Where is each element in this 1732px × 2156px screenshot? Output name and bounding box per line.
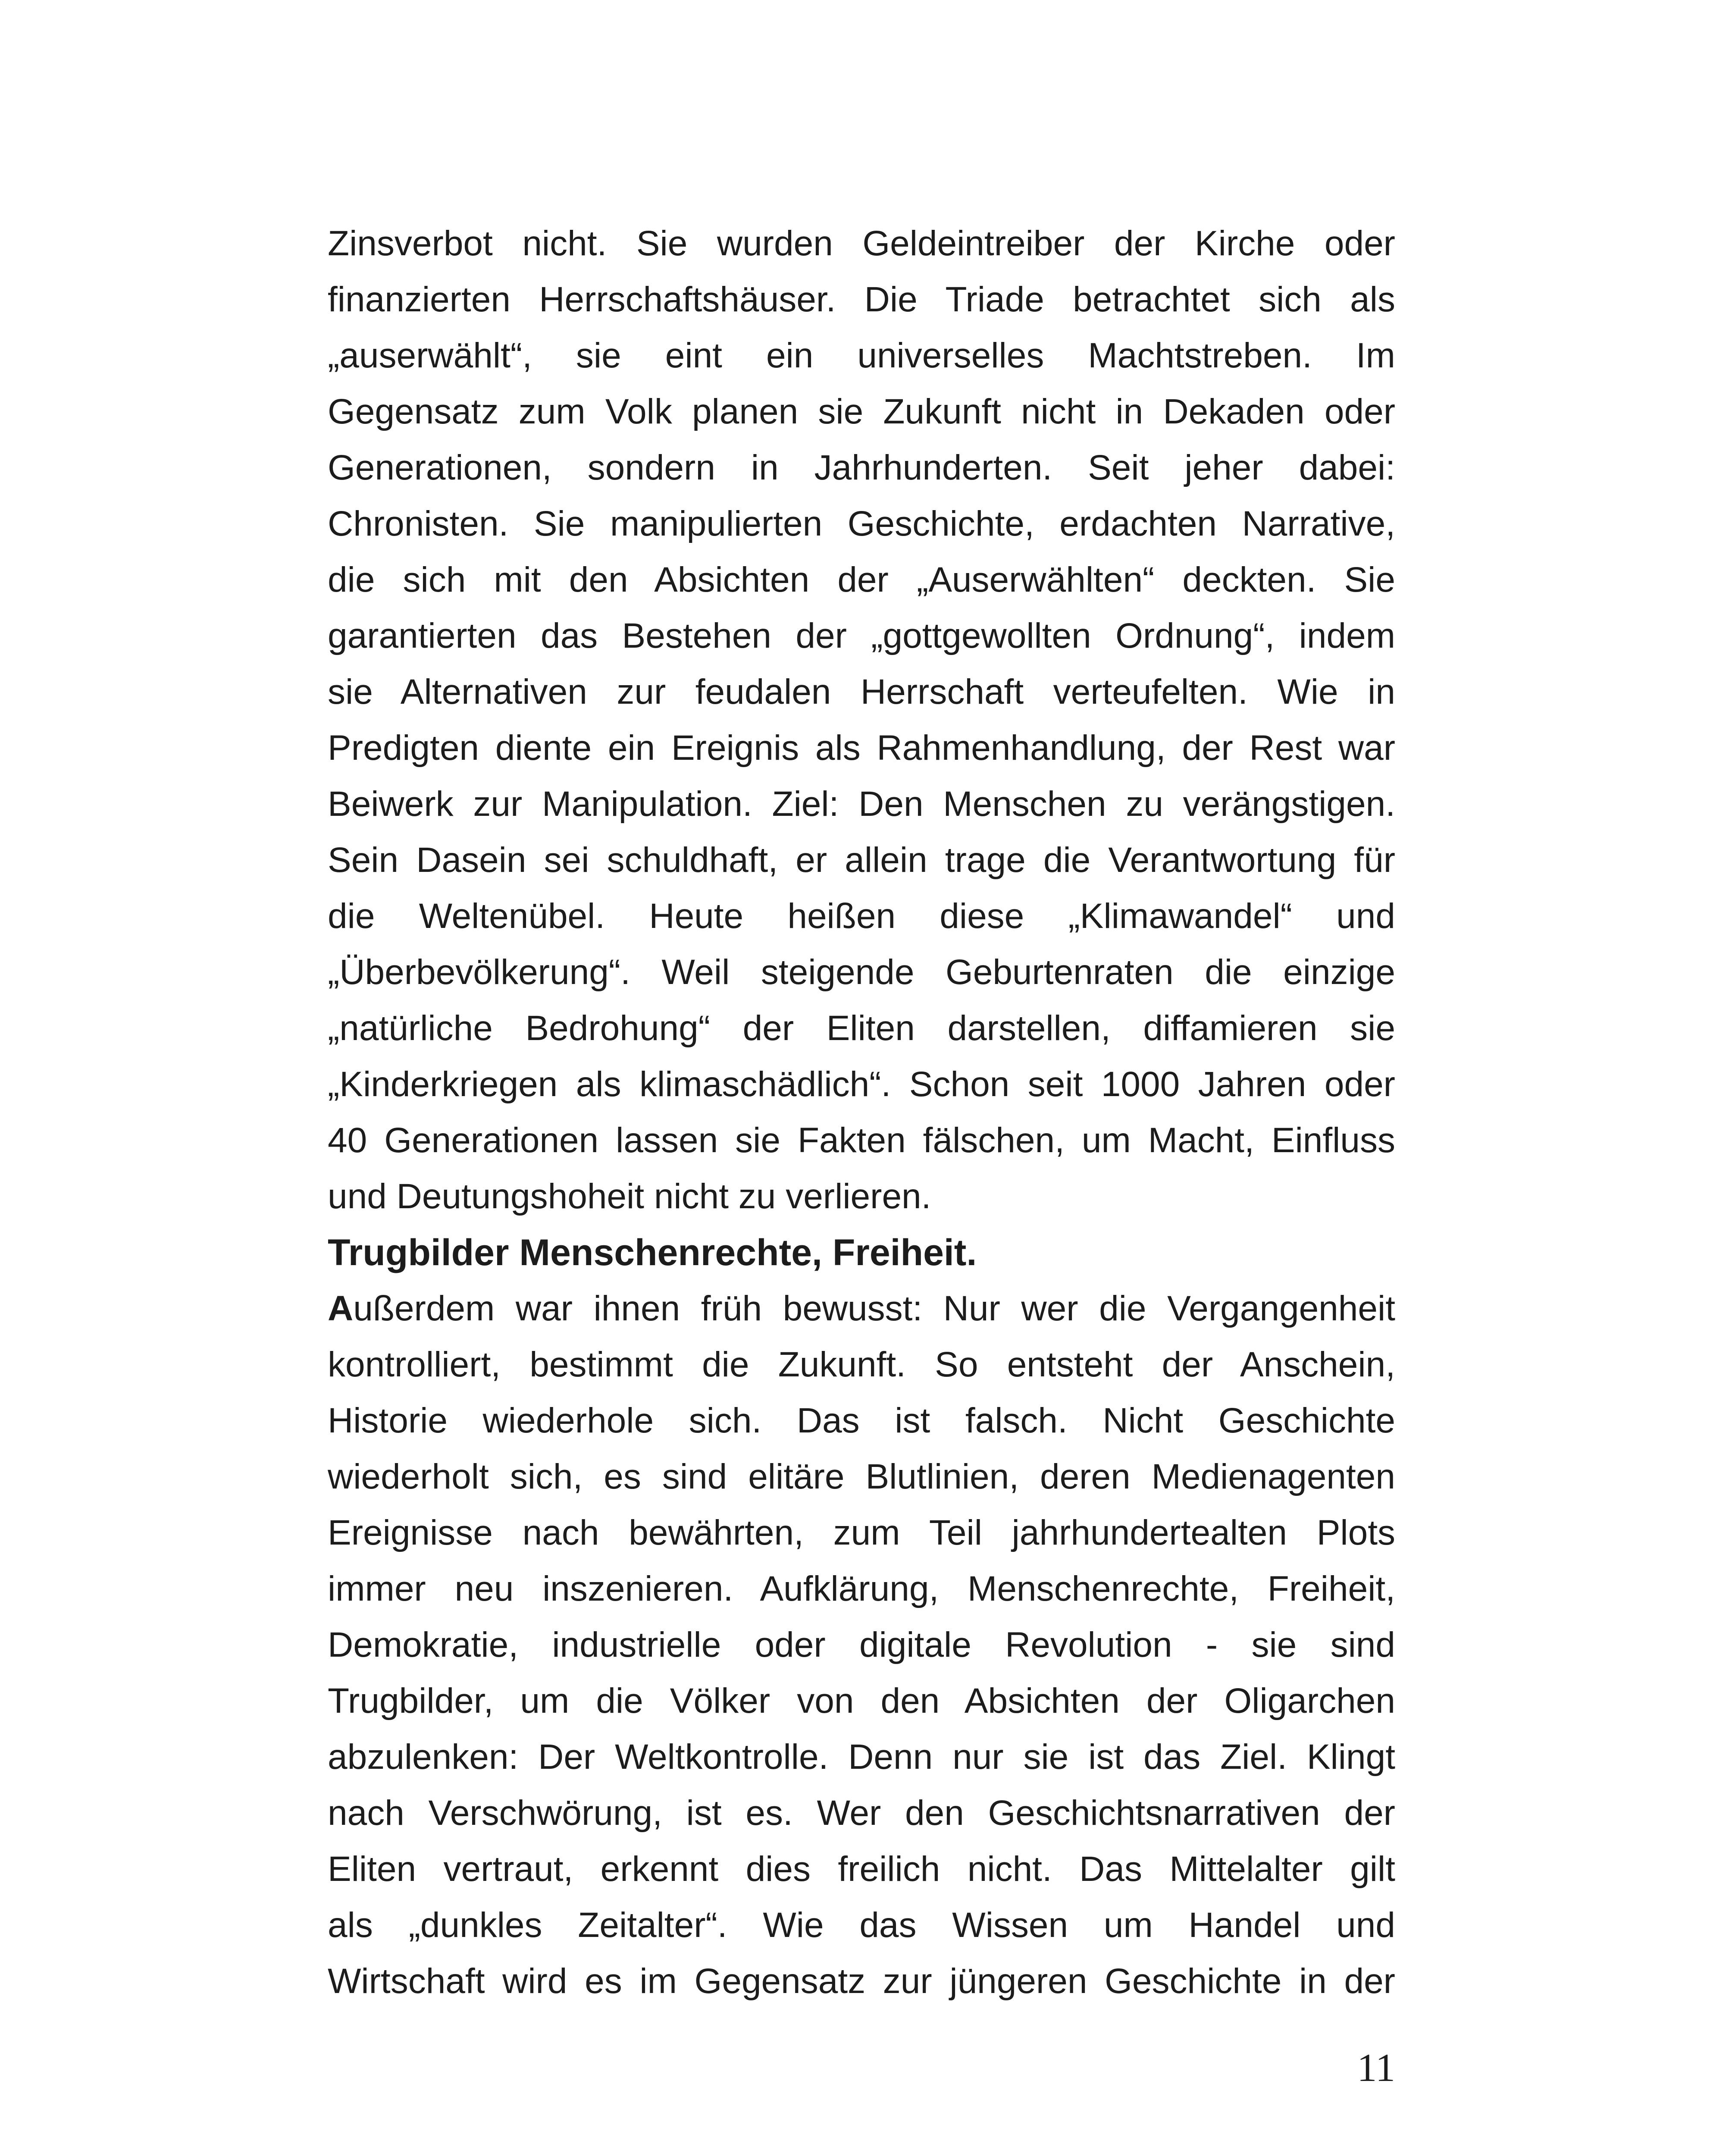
text-line: Gegensatz zum Volk planen sie Zukunft nicht in Dekaden oder [328, 392, 1395, 431]
text-line: und Deutungshoheit nicht zu verlieren. [328, 1177, 931, 1216]
text-line: finanzierten Herrschaftshäuser. Die Triade betrachtet sich als [328, 280, 1395, 319]
page-number: 11 [1357, 2046, 1395, 2090]
text-line: garantierten das Bestehen der „gottgewollten Ordnung“, indem [328, 616, 1395, 655]
body-text [328, 216, 1395, 2009]
dropcap-letter: A [328, 1289, 354, 1328]
text-line: Generationen, sondern in Jahrhunderten. Seit jeher dabei: [328, 448, 1395, 487]
text-line: Demokratie, industrielle oder digitale Revolution - sie sind [328, 1625, 1395, 1664]
text-line: nach Verschwörung, ist es. Wer den Geschichtsnarrativen der [328, 1793, 1395, 1833]
text-line: immer neu inszenieren. Aufklärung, Menschenrechte, Freiheit, [328, 1569, 1395, 1608]
text-line: Wirtschaft wird es im Gegensatz zur jüngeren Geschichte in der [328, 1962, 1395, 2001]
text-line: „auserwählt“, sie eint ein universelles Machtstreben. Im [328, 336, 1395, 375]
text-line: sie Alternativen zur feudalen Herrschaft verteufelten. Wie in [328, 672, 1395, 711]
text-line: „Überbevölkerung“. Weil steigende Geburtenraten die einzige [328, 953, 1395, 992]
text-line [328, 1281, 1395, 1337]
text-line: die sich mit den Absichten der „Auserwählten“ deckten. Sie [328, 560, 1395, 599]
text-line: Chronisten. Sie manipulierten Geschichte, erdachten Narrative, [328, 504, 1395, 543]
text-line: „natürliche Bedrohung“ der Eliten darstellen, diffamieren sie [328, 1009, 1395, 1048]
text-line: Historie wiederhole sich. Das ist falsch. Nicht Geschichte [328, 1401, 1395, 1440]
text-line: Ereignisse nach bewährten, zum Teil jahrhundertealten Plots [328, 1513, 1395, 1552]
text-line: die Weltenübel. Heute heißen diese „Klimawandel“ und [328, 896, 1395, 936]
text-line: „Kinderkriegen als klimaschädlich“. Schon seit 1000 Jahren oder [328, 1065, 1395, 1104]
text-line: Predigten diente ein Ereignis als Rahmenhandlung, der Rest war [328, 728, 1395, 768]
text-line: Zinsverbot nicht. Sie wurden Geldeintreiber der Kirche oder [328, 224, 1395, 263]
text-line-rest: ußerdem war ihnen früh bewusst: Nur wer die Vergangenheit [353, 1289, 1395, 1328]
text-line: kontrolliert, bestimmt die Zukunft. So entsteht der Anschein, [328, 1345, 1395, 1384]
text-line: wiederholt sich, es sind elitäre Blutlinien, deren Medienagenten [328, 1457, 1395, 1496]
text-line: Sein Dasein sei schuldhaft, er allein trage die Verantwortung für [328, 840, 1395, 880]
text-line: abzulenken: Der Weltkontrolle. Denn nur sie ist das Ziel. Klingt [328, 1737, 1395, 1777]
text-line: Beiwerk zur Manipulation. Ziel: Den Menschen zu verängstigen. [328, 784, 1395, 824]
section-heading: Trugbilder Menschenrechte, Freiheit. [328, 1232, 977, 1273]
text-line: Trugbilder, um die Völker von den Absichten der Oligarchen [328, 1681, 1395, 1720]
text-line: 40 Generationen lassen sie Fakten fälschen, um Macht, Einfluss [328, 1121, 1395, 1160]
text-line: als „dunkles Zeitalter“. Wie das Wissen um Handel und [328, 1905, 1395, 1945]
text-line: Eliten vertraut, erkennt dies freilich nicht. Das Mittelalter gilt [328, 1849, 1395, 1889]
